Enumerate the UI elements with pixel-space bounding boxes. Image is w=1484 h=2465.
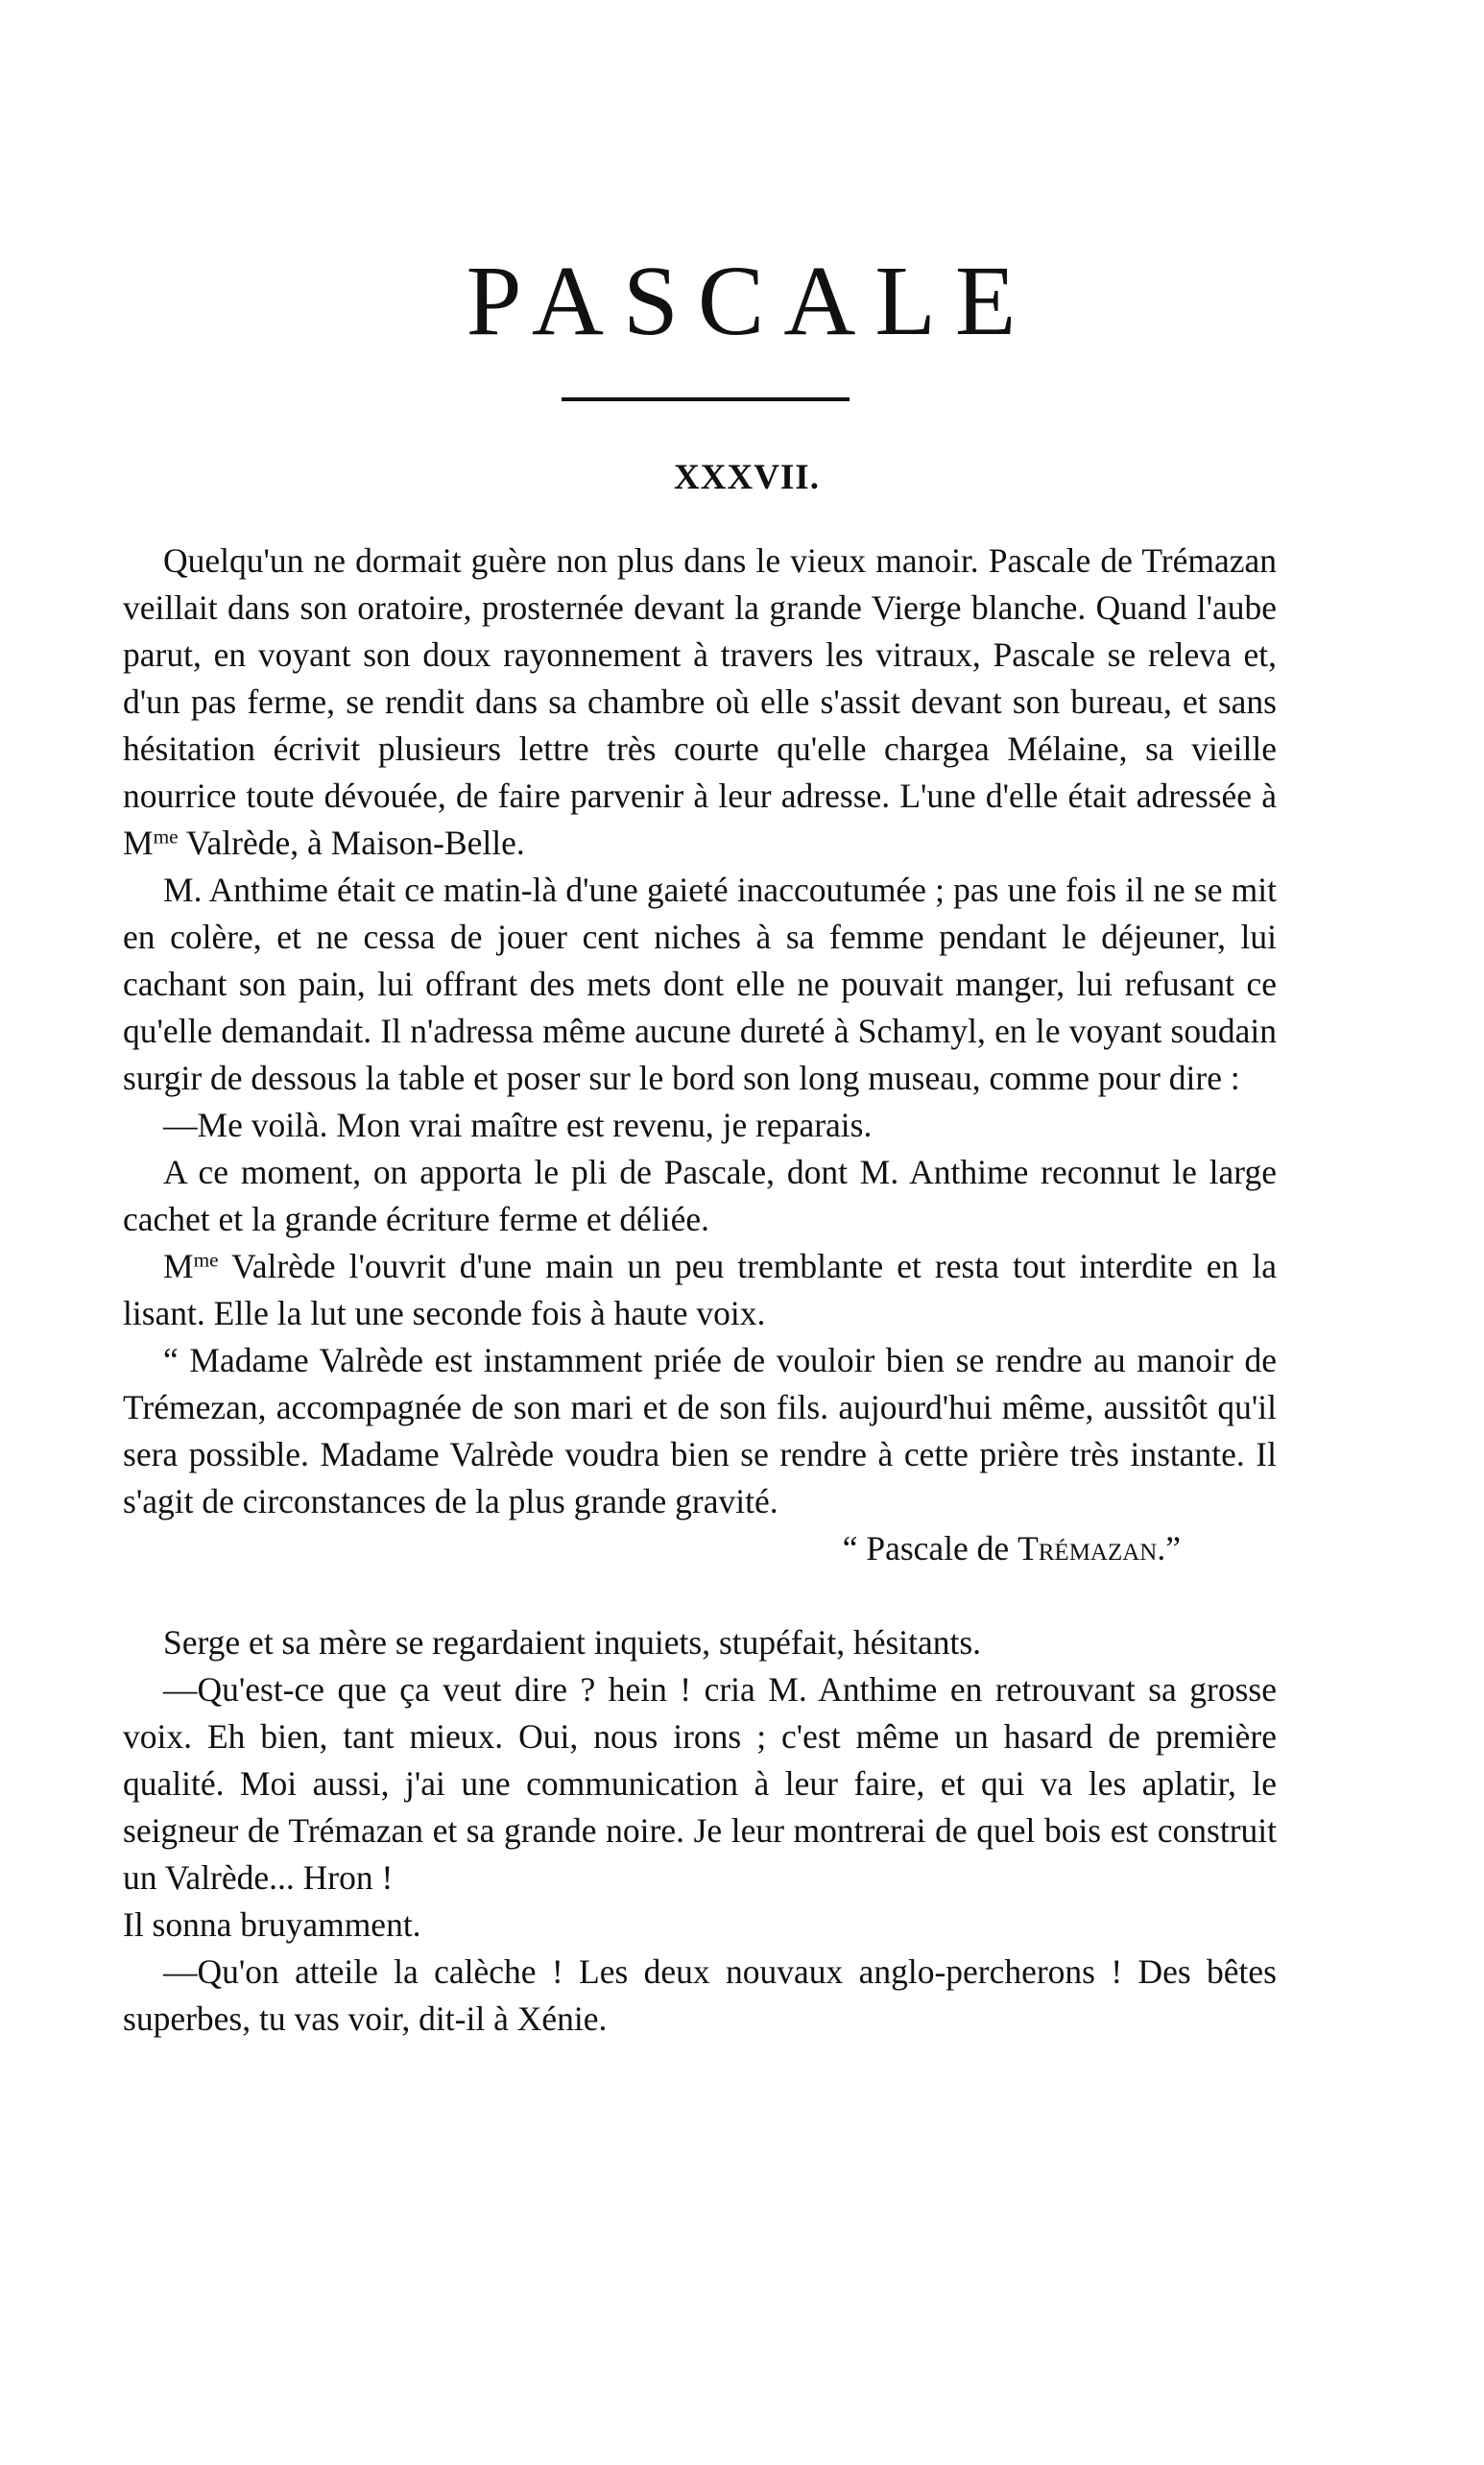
page-title: PASCALE (466, 246, 1036, 356)
dialogue-line: —Me voilà. Mon vrai maître est revenu, je reparais. (163, 1106, 873, 1144)
paragraph: Quelqu'un ne dormait guère non plus dans le vieux manoir. Pascale de Trémazan veillait dans son oratoire, prosternée devant la grande Vierge blanche. Quand l'aube parut, en voyant son doux rayonnement à travers les vitraux, Pascale se releva et, d'un pas ferme, se rendit dans sa chambre où elle s'assit devant son bureau, et sans hésitation écrivit plusieurs lettre très courte qu'elle chargea Mélaine, sa vieille nourrice toute dévouée, de faire parvenir à leur adresse. L'une d'elle était adressée à $M^{me}$ Valrède, à Maison-Belle. (123, 541, 1277, 862)
superscript: me (193, 1248, 219, 1272)
letter-signature: “ Pascale de Trémazan.” (842, 1529, 1181, 1568)
dialogue-line: —Qu'on atteile la calèche ! Les deux nouvaux anglo-percherons ! Des bêtes superbes, tu vas voir, dit-il à Xénie. (123, 1952, 1277, 2038)
paragraph: M. Anthime était ce matin-là d'une gaieté inaccoutumée ; pas une fois il ne se mit en colère, et ne cessa de jouer cent niches à sa femme pendant le déjeuner, lui cachant son pain, lui offrant des mets dont elle ne pouvait manger, lui refusant ce qu'elle demandait. Il n'adressa même aucune dureté à Schamyl, en le voyant soudain surgir de dessous la table et poser sur le bord son long museau, comme pour dire : (123, 871, 1277, 1097)
dialogue-line: —Qu'est-ce que ça veut dire ? hein ! cria M. Anthime en retrouvant sa grosse voix. Eh bien, tant mieux. Oui, nous irons ; c'est même un hasard de première qualité. Moi aussi, j'ai une communication à leur faire, et qui va les aplatir, le seigneur de Trémazan et sa grande noire. Je leur montrerai de quel bois est construit un Valrède... Hron ! (123, 1670, 1277, 1897)
title-divider (562, 397, 850, 401)
superscript: me (153, 825, 179, 849)
paragraph: Serge et sa mère se regardaient inquiets, stupéfait, hésitants. (163, 1623, 982, 1662)
paragraph: $M^{me}$ Valrède l'ouvrit d'une main un peu tremblante et resta tout interdite en la lisant. Elle la lut une seconde fois à haute voix. (123, 1247, 1277, 1332)
paragraph: Il sonna bruyamment. (123, 1905, 421, 1944)
body-text (123, 538, 1277, 2043)
paragraph: A ce moment, on apporta le pli de Pascale, dont M. Anthime reconnut le large cachet et la grande écriture ferme et déliée. (123, 1153, 1277, 1238)
chapter-number: XXXVII. (674, 458, 820, 497)
letter-text: “ Madame Valrède est instamment priée de vouloir bien se rendre au manoir de Trémezan, accompagnée de son mari et de son fils. aujourd'hui même, aussitôt qu'il sera possible. Madame Valrède voudra bien se rendre à cette prière très instante. Il s'agit de circonstances de la plus grande gravité. (123, 1341, 1277, 1520)
